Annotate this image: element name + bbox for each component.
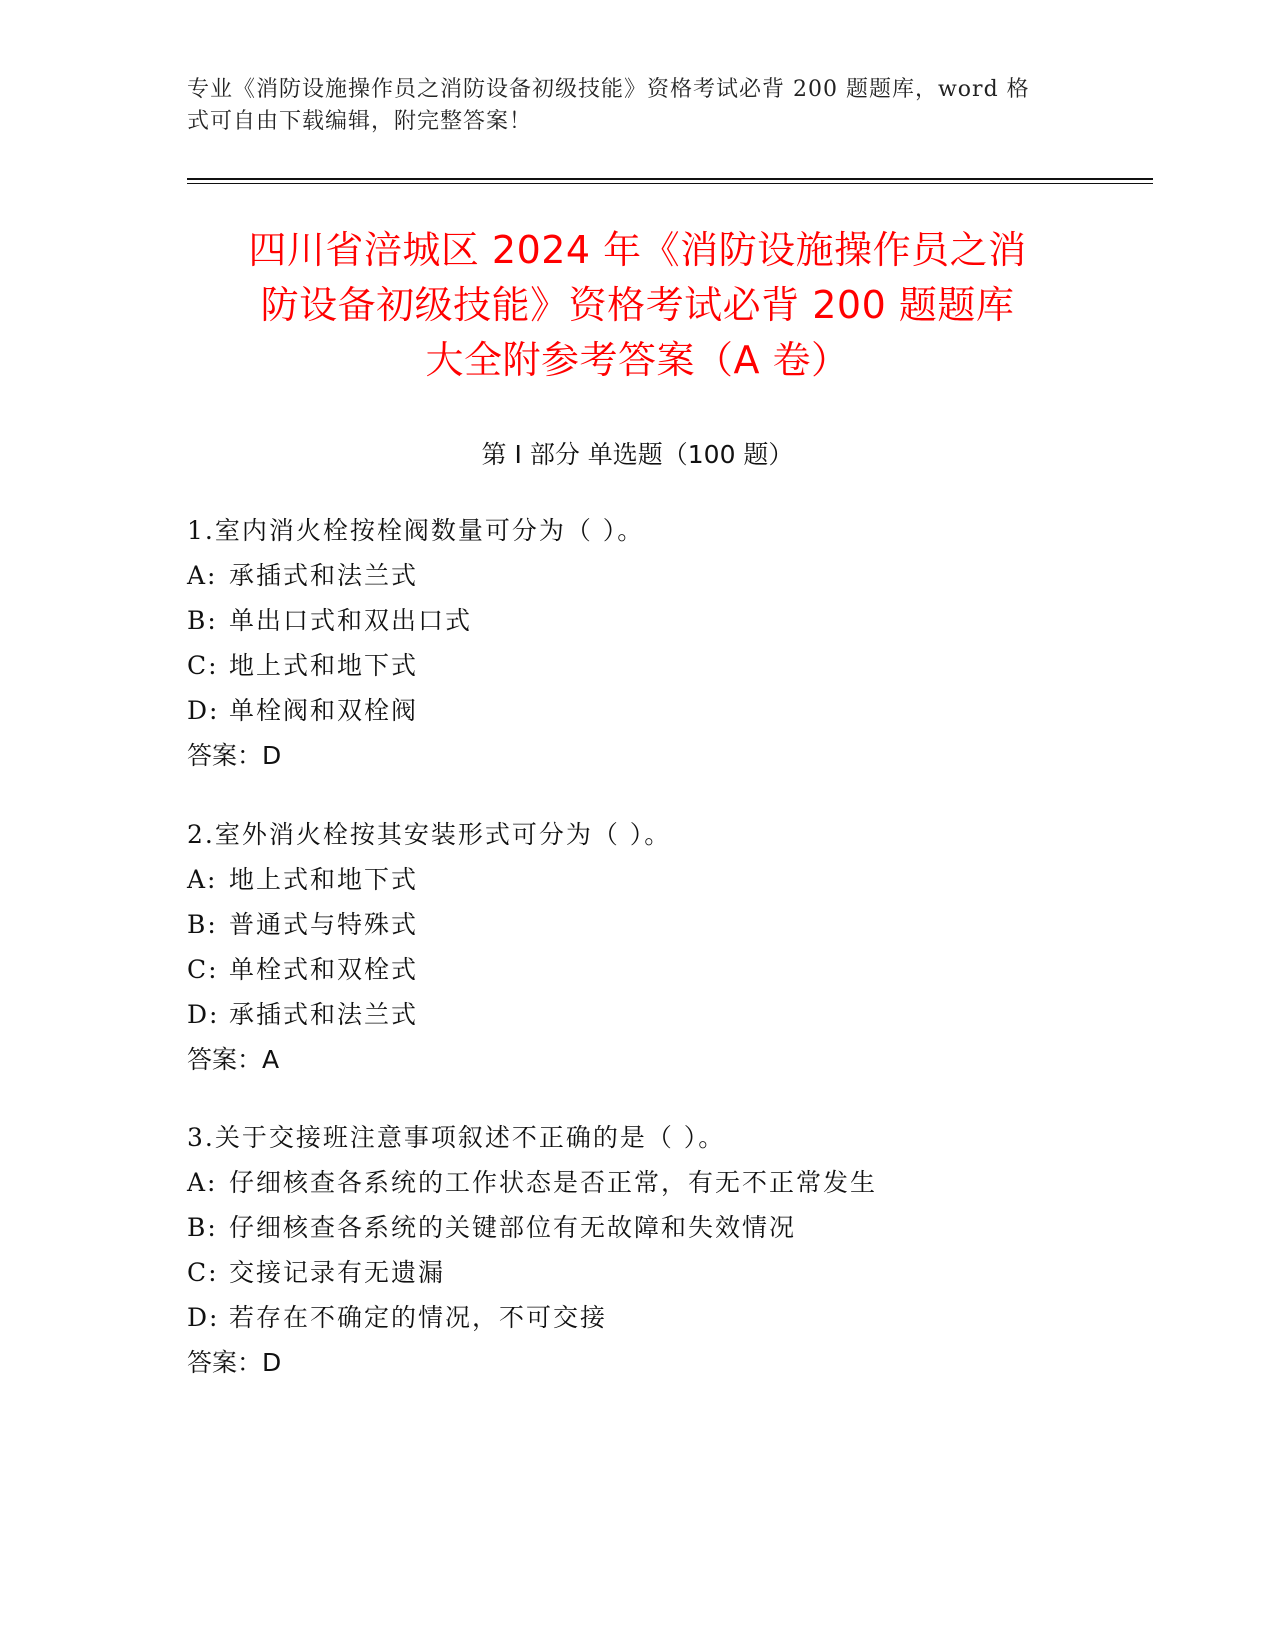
section-title: 第 I 部分 单选题（100 题） [481,440,794,469]
option-text: 普通式与特殊式 [229,910,419,939]
option-d [187,688,1187,733]
answer-line: 答案：D [187,741,282,770]
question-2 [187,812,1187,1082]
option-text: 承插式和法兰式 [229,1000,419,1029]
option-c [187,1250,1187,1295]
option-label: B: [187,1213,218,1242]
question-1 [187,508,1187,778]
option-label: D: [187,1303,220,1332]
header-line-1: 专业《消防设施操作员之消防设备初级技能》资格考试必背 200 题题库，word 格 [187,77,1030,102]
question-stem: 3.关于交接班注意事项叙述不正确的是（ ）。 [187,1123,726,1152]
answer-line: 答案：A [187,1045,280,1074]
option-label: B: [187,606,218,635]
option-text: 单栓式和双栓式 [229,955,419,984]
option-a [187,1160,1187,1205]
option-text: 地上式和地下式 [229,865,419,894]
option-label: A: [187,561,218,590]
option-text: 单栓阀和双栓阀 [229,696,419,725]
option-text: 单出口式和双出口式 [229,606,473,635]
option-a [187,553,1187,598]
document-header [187,74,1067,138]
header-line-2: 式可自由下载编辑，附完整答案！ [187,109,533,134]
option-text: 仔细核查各系统的关键部位有无故障和失效情况 [229,1213,797,1242]
option-b [187,598,1187,643]
title-line-3: 大全附参考答案（A 卷） [425,338,850,382]
option-b [187,1205,1187,1250]
option-d [187,992,1187,1037]
title-line-2: 防设备初级技能》资格考试必背 200 题题库 [260,283,1015,327]
option-d [187,1295,1187,1340]
option-label: C: [187,1258,219,1287]
question-stem: 2.室外消火栓按其安装形式可分为（ ）。 [187,820,672,849]
option-text: 仔细核查各系统的工作状态是否正常，有无不正常发生 [229,1168,878,1197]
option-label: C: [187,955,219,984]
question-stem: 1.室内消火栓按栓阀数量可分为（ ）。 [187,516,645,545]
option-label: B: [187,910,218,939]
option-text: 地上式和地下式 [229,651,419,680]
option-label: D: [187,1000,220,1029]
option-text: 承插式和法兰式 [229,561,419,590]
option-label: A: [187,865,218,894]
option-text: 若存在不确定的情况，不可交接 [229,1303,608,1332]
document-title [140,223,1135,388]
option-text: 交接记录有无遗漏 [229,1258,446,1287]
option-a [187,857,1187,902]
option-label: C: [187,651,219,680]
answer-line: 答案：D [187,1348,282,1377]
option-label: A: [187,1168,218,1197]
option-b [187,902,1187,947]
option-c [187,947,1187,992]
header-divider-thin [187,183,1153,184]
title-line-1: 四川省涪城区 2024 年《消防设施操作员之消 [248,228,1027,272]
question-3 [187,1115,1187,1385]
option-c [187,643,1187,688]
header-divider-thick [187,178,1153,180]
option-label: D: [187,696,220,725]
